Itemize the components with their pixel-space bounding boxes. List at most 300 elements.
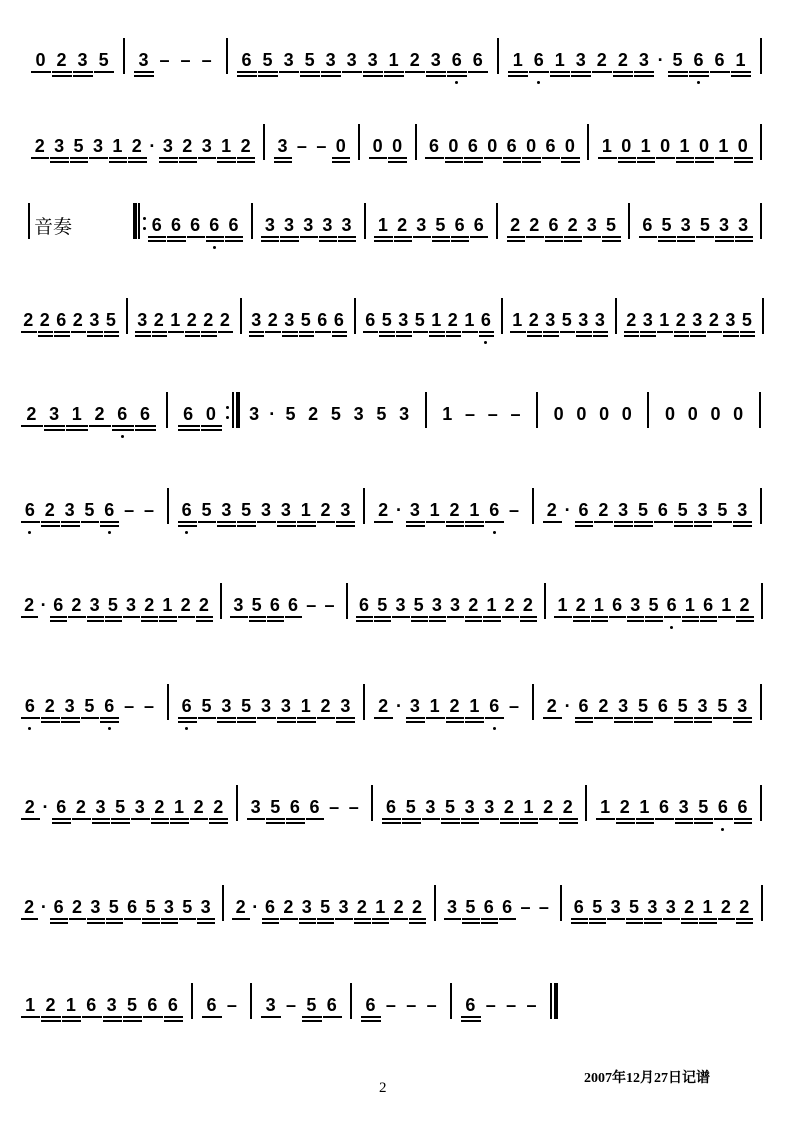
note: 5 bbox=[677, 696, 688, 716]
barline bbox=[167, 488, 169, 524]
beam-line bbox=[695, 157, 713, 159]
beam-line bbox=[405, 71, 425, 73]
beam-line bbox=[134, 71, 154, 73]
beam-line bbox=[50, 157, 68, 159]
beam-line bbox=[539, 818, 558, 820]
beam-line bbox=[297, 521, 316, 523]
beam-line bbox=[733, 721, 752, 723]
beam-line bbox=[520, 616, 537, 618]
beam-line bbox=[447, 75, 467, 77]
note: 1 bbox=[557, 595, 568, 615]
note: 3 bbox=[325, 50, 336, 70]
beam-line bbox=[81, 521, 100, 523]
note: 3 bbox=[398, 310, 409, 330]
barline bbox=[761, 885, 763, 921]
beam-line bbox=[356, 620, 373, 622]
note: 6 bbox=[181, 500, 192, 520]
beam-line bbox=[317, 918, 334, 920]
note: 6 bbox=[454, 215, 465, 235]
beam-line bbox=[677, 236, 695, 238]
beam-line bbox=[106, 922, 123, 924]
barline bbox=[450, 983, 452, 1019]
note: 2 bbox=[23, 310, 34, 330]
beam-line bbox=[237, 75, 257, 77]
beam-line bbox=[198, 717, 217, 719]
note: 3 bbox=[737, 696, 748, 716]
note: 3 bbox=[95, 797, 106, 817]
note: 5 bbox=[435, 215, 446, 235]
beam-line bbox=[104, 335, 120, 337]
octave-dot-low bbox=[493, 727, 496, 730]
note: 3 bbox=[265, 995, 276, 1015]
beam-line bbox=[694, 717, 713, 719]
note: 1 bbox=[464, 310, 475, 330]
beam-line bbox=[593, 331, 609, 333]
beam-line bbox=[161, 922, 178, 924]
note: 5 bbox=[638, 500, 649, 520]
beam-line bbox=[379, 335, 395, 337]
score-line bbox=[0, 310, 792, 370]
beam-line bbox=[61, 717, 80, 719]
dash: – bbox=[286, 995, 297, 1015]
note: 2 bbox=[94, 404, 105, 424]
beam-line bbox=[128, 157, 146, 159]
barline bbox=[497, 38, 499, 74]
beam-line bbox=[406, 717, 425, 719]
barline bbox=[240, 298, 242, 334]
beam-line bbox=[61, 721, 80, 723]
barline bbox=[28, 203, 30, 239]
beam-line bbox=[124, 918, 141, 920]
augmentation-dot: · bbox=[40, 897, 47, 917]
note: 2 bbox=[198, 595, 209, 615]
note: 6 bbox=[365, 995, 376, 1015]
dash: – bbox=[329, 797, 340, 817]
beam-line bbox=[446, 717, 465, 719]
note: 5 bbox=[677, 500, 688, 520]
note: 1 bbox=[718, 136, 729, 156]
beam-line bbox=[44, 429, 66, 431]
note: 5 bbox=[145, 897, 156, 917]
note: 2 bbox=[543, 797, 554, 817]
dash: – bbox=[324, 595, 335, 615]
beam-line bbox=[465, 620, 482, 622]
beam-line bbox=[658, 240, 676, 242]
note: 2 bbox=[598, 500, 609, 520]
note: 2 bbox=[739, 897, 750, 917]
note: 2 bbox=[397, 215, 408, 235]
beam-line bbox=[462, 331, 478, 333]
dash: – bbox=[485, 995, 496, 1015]
score-line bbox=[0, 404, 792, 464]
note: 2 bbox=[522, 595, 533, 615]
barline bbox=[760, 488, 762, 524]
note: 6 bbox=[703, 595, 714, 615]
beam-line bbox=[87, 331, 103, 333]
beam-line bbox=[285, 616, 302, 618]
beam-line bbox=[655, 818, 674, 820]
beam-line bbox=[674, 525, 693, 527]
note: 3 bbox=[416, 215, 427, 235]
dash: – bbox=[348, 797, 359, 817]
beam-line bbox=[616, 822, 635, 824]
beam-line bbox=[196, 616, 213, 618]
note: 2 bbox=[684, 897, 695, 917]
beam-line bbox=[274, 161, 292, 163]
beam-line bbox=[161, 918, 178, 920]
beam-line bbox=[151, 818, 170, 820]
note: 2 bbox=[626, 310, 637, 330]
beam-line bbox=[636, 822, 655, 824]
note: 2 bbox=[447, 310, 458, 330]
barline bbox=[166, 392, 168, 428]
note: 2 bbox=[567, 215, 578, 235]
beam-line bbox=[733, 525, 752, 527]
note: 5 bbox=[699, 215, 710, 235]
note: 6 bbox=[657, 696, 668, 716]
beam-line bbox=[201, 425, 223, 427]
beam-line bbox=[73, 71, 93, 73]
barline bbox=[350, 983, 352, 1019]
dash: – bbox=[316, 136, 327, 156]
note: 3 bbox=[484, 797, 495, 817]
barline bbox=[358, 124, 360, 160]
beam-line bbox=[735, 236, 753, 238]
beam-line bbox=[484, 157, 502, 159]
beam-line bbox=[447, 71, 467, 73]
note: 3 bbox=[586, 215, 597, 235]
beam-line bbox=[409, 922, 426, 924]
beam-line bbox=[363, 71, 383, 73]
beam-line bbox=[500, 822, 519, 824]
note: 0 bbox=[664, 404, 676, 424]
beam-line bbox=[676, 157, 694, 159]
dash: – bbox=[306, 595, 317, 615]
beam-line bbox=[508, 75, 528, 77]
beam-line bbox=[232, 918, 249, 920]
note: 1 bbox=[170, 310, 181, 330]
beam-line bbox=[257, 717, 276, 719]
beam-line bbox=[715, 240, 733, 242]
beam-line bbox=[543, 717, 562, 719]
beam-line bbox=[441, 818, 460, 820]
beam-line bbox=[593, 335, 609, 337]
beam-line bbox=[396, 331, 412, 333]
note: 5 bbox=[405, 797, 416, 817]
beam-line bbox=[302, 1016, 321, 1018]
score-line bbox=[0, 215, 792, 275]
note: 3 bbox=[251, 310, 262, 330]
beam-line bbox=[217, 521, 236, 523]
beam-line bbox=[21, 1016, 40, 1018]
dash: – bbox=[201, 50, 212, 70]
beam-line bbox=[142, 918, 159, 920]
note: 1 bbox=[221, 136, 232, 156]
beam-line bbox=[379, 331, 395, 333]
beam-line bbox=[237, 721, 256, 723]
note: 2 bbox=[449, 696, 460, 716]
beam-line bbox=[564, 240, 582, 242]
beam-line bbox=[384, 75, 404, 77]
beam-line bbox=[561, 161, 579, 163]
beam-line bbox=[461, 822, 480, 824]
note: 2 bbox=[154, 797, 165, 817]
note: 3 bbox=[692, 310, 703, 330]
beam-line bbox=[674, 721, 693, 723]
dash: – bbox=[526, 995, 537, 1015]
beam-line bbox=[500, 818, 519, 820]
beam-line bbox=[394, 240, 412, 242]
beam-line bbox=[609, 616, 626, 618]
beam-line bbox=[354, 918, 371, 920]
note: 2 bbox=[131, 136, 142, 156]
beam-line bbox=[112, 425, 134, 427]
beam-line bbox=[159, 161, 177, 163]
octave-dot-low bbox=[697, 81, 700, 84]
beam-line bbox=[624, 335, 640, 337]
beam-line bbox=[576, 335, 592, 337]
beam-line bbox=[654, 717, 673, 719]
note: 1 bbox=[429, 500, 440, 520]
note: 2 bbox=[24, 797, 35, 817]
dash: – bbox=[296, 136, 307, 156]
beam-line bbox=[694, 818, 713, 820]
beam-line bbox=[104, 331, 120, 333]
note: 3 bbox=[250, 797, 261, 817]
octave-dot-low bbox=[670, 626, 673, 629]
note: 6 bbox=[612, 595, 623, 615]
beam-line bbox=[575, 521, 594, 523]
beam-line bbox=[277, 521, 296, 523]
note: 5 bbox=[241, 500, 252, 520]
beam-line bbox=[135, 425, 157, 427]
beam-line bbox=[733, 717, 752, 719]
beam-line bbox=[187, 236, 205, 238]
beam-line bbox=[249, 616, 266, 618]
note: 3 bbox=[200, 897, 211, 917]
beam-line bbox=[634, 71, 654, 73]
note: 6 bbox=[309, 797, 320, 817]
note: 5 bbox=[241, 696, 252, 716]
beam-line bbox=[299, 918, 316, 920]
note: 3 bbox=[395, 595, 406, 615]
double-barline bbox=[133, 203, 137, 239]
note: 2 bbox=[144, 595, 155, 615]
beam-line bbox=[179, 918, 196, 920]
beam-line bbox=[502, 616, 519, 618]
beam-line bbox=[394, 236, 412, 238]
beam-line bbox=[736, 616, 753, 618]
augmentation-dot: · bbox=[657, 50, 664, 70]
note: 5 bbox=[605, 215, 616, 235]
beam-line bbox=[87, 335, 103, 337]
score-line bbox=[0, 897, 792, 957]
beam-line bbox=[465, 721, 484, 723]
octave-dot-low bbox=[108, 727, 111, 730]
barline bbox=[550, 983, 552, 1019]
augmentation-dot: · bbox=[564, 696, 571, 716]
note: 3 bbox=[261, 696, 272, 716]
note: 0 bbox=[698, 136, 709, 156]
dash: – bbox=[464, 404, 476, 424]
beam-line bbox=[718, 616, 735, 618]
note: 6 bbox=[573, 897, 584, 917]
beam-line bbox=[338, 236, 356, 238]
beam-line bbox=[554, 616, 571, 618]
beam-line bbox=[38, 331, 54, 333]
beam-line bbox=[21, 425, 43, 427]
note: 1 bbox=[388, 50, 399, 70]
note: 6 bbox=[737, 797, 748, 817]
beam-line bbox=[507, 236, 525, 238]
double-barline bbox=[236, 392, 240, 428]
beam-line bbox=[694, 822, 713, 824]
beam-line bbox=[542, 157, 560, 159]
beam-line bbox=[112, 429, 134, 431]
note: 3 bbox=[264, 215, 275, 235]
beam-line bbox=[674, 331, 690, 333]
note: 2 bbox=[708, 310, 719, 330]
beam-line bbox=[332, 161, 350, 163]
beam-line bbox=[159, 616, 176, 618]
beam-line bbox=[217, 525, 236, 527]
note: 6 bbox=[717, 797, 728, 817]
note: 3 bbox=[718, 215, 730, 235]
beam-line bbox=[503, 157, 521, 159]
beam-line bbox=[44, 425, 66, 427]
beam-line bbox=[689, 71, 709, 73]
note: 5 bbox=[105, 310, 116, 330]
note: 5 bbox=[717, 500, 728, 520]
note: 2 bbox=[739, 595, 750, 615]
note: 1 bbox=[71, 404, 82, 424]
beam-line bbox=[550, 71, 570, 73]
beam-line bbox=[481, 922, 498, 924]
beam-line bbox=[135, 429, 157, 431]
beam-line bbox=[62, 1020, 81, 1022]
note: 3 bbox=[725, 310, 736, 330]
note: 5 bbox=[182, 897, 193, 917]
note: 3 bbox=[575, 50, 586, 70]
beam-line bbox=[571, 71, 591, 73]
beam-line bbox=[131, 818, 150, 820]
note: 6 bbox=[642, 215, 653, 235]
barline bbox=[123, 38, 125, 74]
note: 2 bbox=[235, 897, 246, 917]
note: 6 bbox=[181, 696, 192, 716]
note: 1 bbox=[512, 50, 523, 70]
note: 5 bbox=[741, 310, 752, 330]
note: 6 bbox=[139, 404, 151, 424]
beam-line bbox=[103, 1020, 122, 1022]
note: 3 bbox=[678, 797, 689, 817]
dash: – bbox=[385, 995, 396, 1015]
note: 3 bbox=[697, 696, 708, 716]
note: 2 bbox=[449, 500, 460, 520]
beam-line bbox=[480, 818, 499, 820]
beam-line bbox=[451, 236, 469, 238]
beam-line bbox=[426, 75, 446, 77]
beam-line bbox=[167, 236, 185, 238]
beam-line bbox=[179, 157, 197, 159]
beam-line bbox=[262, 922, 279, 924]
beam-line bbox=[230, 616, 247, 618]
beam-line bbox=[198, 157, 216, 159]
beam-line bbox=[446, 331, 462, 333]
beam-line bbox=[286, 818, 305, 820]
note: 6 bbox=[127, 897, 138, 917]
beam-line bbox=[374, 521, 393, 523]
note: 6 bbox=[289, 797, 300, 817]
note: 1 bbox=[300, 696, 311, 716]
barline bbox=[532, 684, 534, 720]
beam-line bbox=[332, 335, 348, 337]
beam-line bbox=[422, 818, 441, 820]
note: 5 bbox=[381, 310, 392, 330]
beam-line bbox=[654, 521, 673, 523]
beam-line bbox=[694, 525, 713, 527]
beam-line bbox=[274, 157, 292, 159]
beam-line bbox=[123, 616, 140, 618]
beam-line bbox=[280, 236, 298, 238]
beam-line bbox=[87, 616, 104, 618]
note: 1 bbox=[431, 310, 442, 330]
note: 3 bbox=[64, 500, 75, 520]
beam-line bbox=[321, 71, 341, 73]
beam-line bbox=[336, 521, 355, 523]
beam-line bbox=[152, 335, 168, 337]
note: 0 bbox=[564, 136, 575, 156]
beam-line bbox=[596, 818, 615, 820]
beam-line bbox=[561, 157, 579, 159]
note: 2 bbox=[468, 595, 479, 615]
beam-line bbox=[700, 616, 717, 618]
dash: – bbox=[509, 696, 520, 716]
note: 6 bbox=[465, 995, 476, 1015]
barline bbox=[263, 124, 265, 160]
beam-line bbox=[92, 822, 111, 824]
page-number: 2 bbox=[379, 1080, 387, 1096]
beam-line bbox=[479, 335, 495, 337]
beam-line bbox=[41, 521, 60, 523]
beam-line bbox=[543, 331, 559, 333]
note: 3 bbox=[280, 500, 291, 520]
beam-line bbox=[206, 236, 224, 238]
beam-line bbox=[508, 71, 528, 73]
note: 6 bbox=[24, 500, 35, 520]
note: 1 bbox=[429, 696, 440, 716]
beam-line bbox=[159, 620, 176, 622]
beam-line bbox=[190, 818, 209, 820]
beam-line bbox=[734, 161, 752, 163]
octave-dot-low bbox=[484, 341, 487, 344]
beam-line bbox=[529, 71, 549, 73]
beam-line bbox=[409, 918, 426, 920]
beam-line bbox=[714, 818, 733, 820]
note: 3 bbox=[138, 50, 149, 70]
beam-line bbox=[148, 240, 166, 242]
note: 5 bbox=[107, 595, 118, 615]
beam-line bbox=[87, 620, 104, 622]
note: 3 bbox=[284, 215, 295, 235]
beam-line bbox=[695, 161, 713, 163]
beam-line bbox=[100, 717, 119, 719]
beam-line bbox=[178, 525, 197, 527]
beam-line bbox=[627, 616, 644, 618]
barline bbox=[762, 298, 764, 334]
beam-line bbox=[426, 71, 446, 73]
beam-line bbox=[634, 521, 653, 523]
